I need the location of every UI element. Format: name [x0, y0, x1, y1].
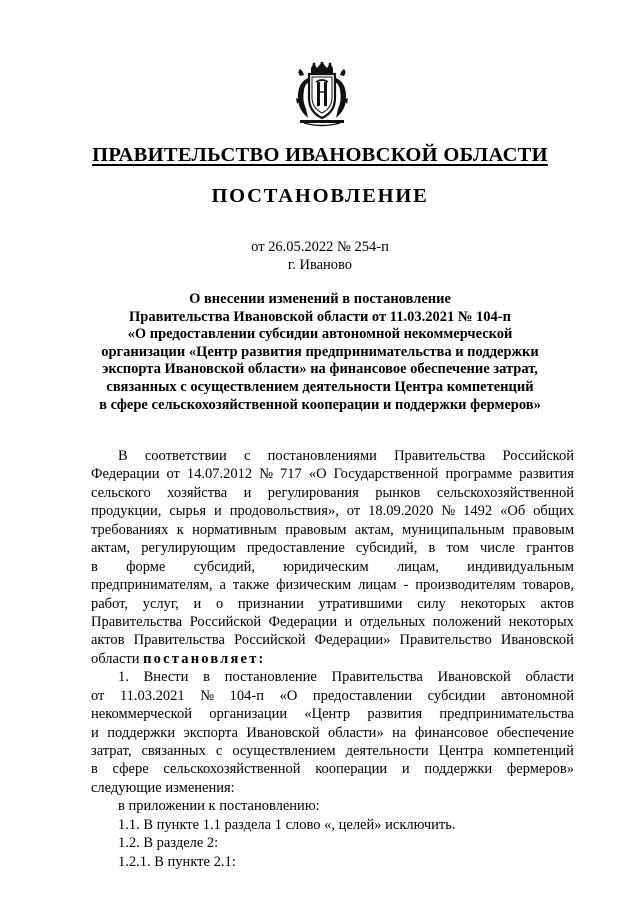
body-line: следующие изменения:	[91, 779, 235, 796]
word: деятельности	[345, 743, 429, 759]
title-line: О внесении изменений в постановление	[189, 291, 451, 307]
word: автономной	[501, 687, 574, 704]
word: соответствии	[144, 448, 227, 464]
word: №	[259, 466, 274, 483]
word: о	[215, 595, 224, 612]
word: предоставление	[246, 540, 345, 557]
word: регулирования	[267, 484, 359, 501]
city: г. Иваново	[287, 257, 353, 273]
word: в	[428, 540, 436, 557]
word: Российской	[189, 613, 262, 630]
word: и	[243, 484, 252, 501]
word: области»	[327, 724, 384, 741]
word: правовым	[512, 521, 574, 538]
body-line	[91, 465, 574, 483]
word: Правительства	[394, 448, 486, 464]
word: №	[200, 687, 215, 704]
sub-item: в приложении к постановлению:	[118, 798, 320, 815]
word: связанных	[141, 743, 206, 759]
word: грантов	[526, 540, 574, 557]
word: 18.09.2020	[368, 503, 434, 520]
word: хозяйства	[167, 484, 228, 501]
word: «Центр	[304, 706, 351, 723]
word: от	[91, 687, 105, 704]
word: осуществлением	[232, 743, 336, 759]
word: некоторых	[508, 613, 574, 630]
body-line	[91, 668, 574, 686]
body-line	[91, 576, 574, 594]
word: актам,	[91, 540, 131, 557]
word: области	[525, 669, 574, 686]
word: физическим	[276, 577, 352, 594]
word: В	[118, 448, 128, 464]
word: субсидии	[427, 687, 486, 704]
word: Внести	[143, 669, 189, 686]
body-line	[91, 705, 574, 723]
word: услуг,	[142, 595, 179, 612]
word: Правительства	[91, 613, 183, 630]
sub-item: 1.2. В разделе 2:	[118, 835, 219, 852]
word: актов	[91, 632, 125, 649]
word: предоставлении	[312, 687, 413, 704]
word: отдельных	[359, 613, 426, 630]
word: индивидуальным	[467, 558, 574, 575]
title-line: «О предоставлении субсидии автономной некоммерческой	[127, 326, 513, 343]
document-body	[91, 447, 574, 871]
government-name: ПРАВИТЕЛЬСТВО ИВАНОВСКОЙ ОБЛАСТИ	[92, 144, 548, 166]
word: к	[176, 521, 184, 538]
word: продовольствия»,	[229, 503, 339, 520]
word: организации	[209, 706, 288, 723]
body-text: области	[91, 650, 140, 667]
resolves-word: постановляет:	[143, 650, 266, 667]
title-line: в сфере сельскохозяйственной кооперации и поддержки фермеров»	[99, 396, 541, 413]
word: 14.07.2012	[186, 466, 253, 483]
word: предпринимательства	[439, 706, 574, 723]
sub-item: 1.2.1. В пункте 2.1:	[118, 853, 236, 870]
word: поддержки	[107, 724, 176, 741]
word: том	[446, 540, 469, 557]
word: Правительство	[399, 632, 492, 649]
word: и	[193, 595, 202, 612]
word: также	[232, 577, 270, 594]
word: от	[166, 466, 180, 483]
word: сфере	[112, 761, 149, 778]
word: на	[392, 724, 407, 741]
word: и	[214, 503, 222, 520]
word: 1492	[463, 503, 493, 520]
word: Российской	[502, 448, 574, 464]
sub-item: 1.1. В пункте 1.1 раздела 1 слово «, целей» исключить.	[118, 816, 456, 833]
document-title	[0, 291, 640, 414]
word: производителям	[415, 577, 516, 594]
document-type: ПОСТАНОВЛЕНИЕ	[211, 185, 429, 207]
title-line: связанных с осуществлением деятельности Центра компетенций	[106, 378, 534, 395]
word: и	[401, 761, 410, 778]
word: Ивановской	[500, 632, 574, 649]
word: «О	[308, 466, 327, 483]
body-line	[91, 447, 574, 465]
word: 104-п	[229, 687, 264, 704]
body-line	[91, 724, 574, 742]
word: Федерации»	[314, 632, 391, 649]
word: актов	[540, 595, 574, 612]
word: юридическим	[283, 558, 369, 575]
word: постановлениями	[267, 448, 377, 464]
word: обеспечение	[496, 724, 574, 741]
body-line	[91, 650, 574, 668]
word: работ,	[91, 595, 128, 612]
word: требованиях	[91, 521, 169, 538]
body-line	[91, 558, 574, 576]
document-meta	[0, 238, 640, 274]
word: 1.	[118, 669, 129, 686]
body-line	[91, 539, 574, 557]
word: от	[346, 503, 361, 520]
word: развития	[367, 706, 423, 723]
title-line: экспорта Ивановской области» на финансовое обеспечение затрат,	[102, 361, 538, 378]
word: некоммерческой	[91, 706, 192, 723]
word: правовым	[285, 521, 347, 538]
word: форме	[126, 558, 166, 575]
body-line	[91, 595, 574, 613]
word: сырья	[169, 503, 207, 520]
title-line: Правительства Ивановской области от 11.03.2021 № 104-п	[129, 308, 511, 325]
body-line	[91, 687, 574, 705]
body-line	[91, 484, 574, 502]
word: продукции,	[91, 503, 162, 520]
word: 11.03.2021	[119, 687, 185, 704]
word: Российской	[234, 632, 306, 649]
word: рынков	[375, 484, 421, 501]
word: Правительства	[133, 632, 225, 649]
title-line: организации «Центр развития предпринимательства и поддержки	[101, 343, 539, 360]
word: экспорта	[183, 724, 238, 741]
word: программе	[445, 466, 513, 483]
body-line	[91, 742, 574, 760]
coat-of-arms-icon	[294, 62, 350, 128]
word: в	[91, 558, 98, 575]
word: Ивановской	[246, 724, 320, 741]
word: предпринимателям,	[91, 577, 213, 594]
word: утратившими	[318, 595, 403, 612]
word: регулирующим	[141, 540, 236, 557]
word: Государственной	[333, 466, 439, 483]
word: постановление	[224, 669, 317, 686]
body-line	[91, 631, 574, 649]
word: Федерации	[91, 466, 160, 483]
word: «Об	[500, 503, 526, 520]
word: -	[403, 577, 409, 594]
word: некоторых	[460, 595, 526, 612]
body-line	[91, 760, 574, 778]
word: и	[344, 613, 353, 630]
word: в	[203, 669, 211, 686]
word: затрат,	[91, 743, 132, 759]
word: актам,	[354, 521, 394, 538]
word: силу	[417, 595, 446, 612]
word: субсидий,	[193, 558, 255, 575]
word: и	[91, 724, 99, 741]
word: товаров,	[522, 577, 574, 594]
word: поддержки	[424, 761, 493, 778]
word: лицам	[358, 577, 397, 594]
word: финансовое	[414, 724, 489, 741]
word: муниципальным	[402, 521, 505, 538]
body-line	[91, 502, 574, 520]
word: нормативным	[192, 521, 277, 538]
body-line	[91, 521, 574, 539]
word: сельскохозяйственной	[163, 761, 301, 778]
word: Правительства	[331, 669, 423, 686]
word: с	[244, 448, 251, 464]
word: лицам,	[396, 558, 439, 575]
body-line	[91, 613, 574, 631]
word: Федерации	[268, 613, 338, 630]
word: компетенций	[493, 743, 574, 759]
word: общих	[533, 503, 574, 520]
word: сельского	[91, 484, 151, 501]
word: Центра	[438, 743, 484, 759]
word: кооперации	[315, 761, 388, 778]
word: Ивановской	[437, 669, 511, 686]
word: а	[219, 577, 226, 594]
word: субсидий,	[355, 540, 418, 557]
word: фермеров»	[506, 761, 574, 778]
word: в	[91, 761, 98, 778]
date-number: от 26.05.2022 № 254-п	[251, 239, 389, 255]
word: с	[215, 743, 223, 759]
word: сельскохозяйственной	[436, 484, 574, 501]
word: признании	[237, 595, 304, 612]
word: развития	[519, 466, 574, 483]
word: числе	[479, 540, 516, 557]
word: 717	[280, 466, 302, 483]
word: положений	[432, 613, 502, 630]
word: №	[441, 503, 456, 520]
word: «О	[279, 687, 298, 704]
